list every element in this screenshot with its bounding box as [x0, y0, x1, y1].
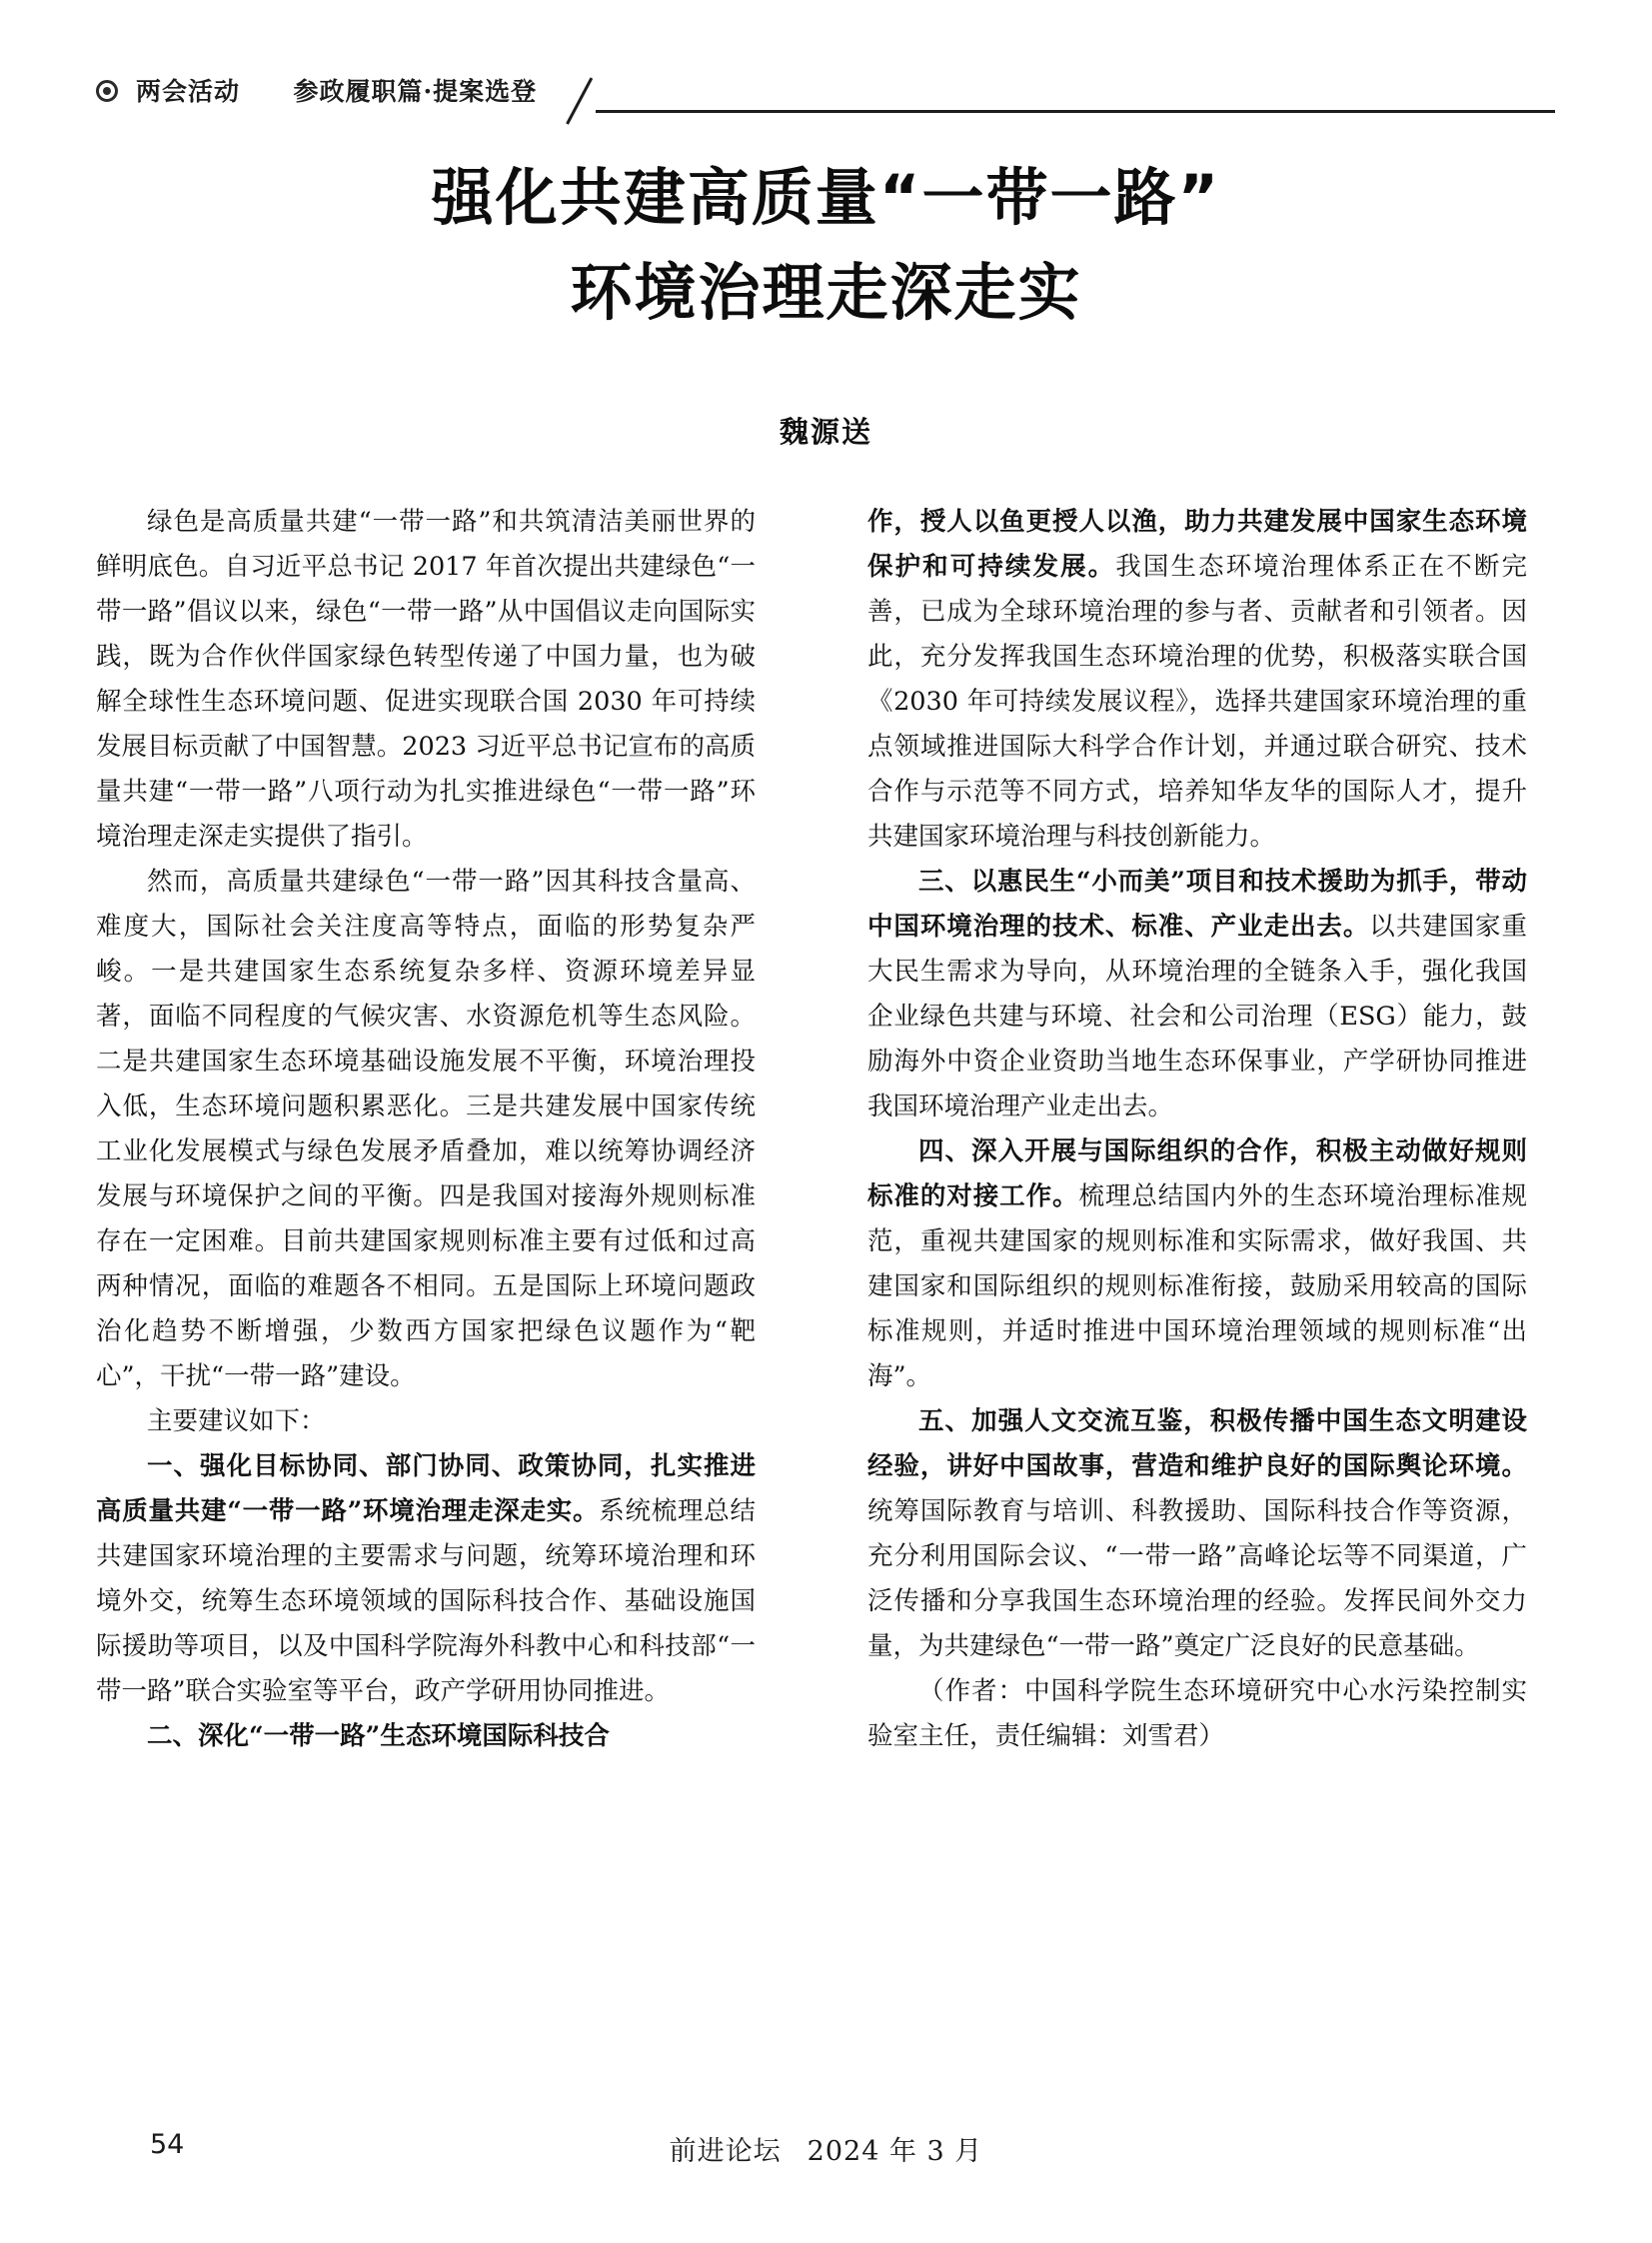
- paragraph-numbered-5: [867, 1399, 1527, 1669]
- paragraph-lead-bold: 一、强化目标协同、部门协同、政策协同，扎实推进高质量共建“一带一路”环境治理走深走实。: [96, 1451, 756, 1526]
- paragraph: 然而，高质量共建绿色“一带一路”因其科技含量高、难度大，国际社会关注度高等特点，面临的形势复杂严峻。一是共建国家生态系统复杂多样、资源环境差异显著，面临不同程度的气候灾害、水资源危机等生态风险。二是共建国家生态环境基础设施发展不平衡，环境治理投入低，生态环境问题积累恶化。三是共建发展中国家传统工业化发展模式与绿色发展矛盾叠加，难以统筹协调经济发展与环境保护之间的平衡。四是我国对接海外规则标准存在一定困难。目前共建国家规则标准主要有过低和过高两种情况，面临的难题各不相同。五是国际上环境问题政治化趋势不断增强，少数西方国家把绿色议题作为“靶心”，干扰“一带一路”建设。: [96, 867, 756, 1391]
- paragraph: 绿色是高质量共建“一带一路”和共筑清洁美丽世界的鲜明底色。自习近平总书记 2017 年首次提出共建绿色“一带一路”倡议以来，绿色“一带一路”从中国倡议走向国际实践，既为合作伙伴国家绿色转型传递了中国力量，也为破解全球性生态环境问题、促进实现联合国 2030 年可持续发展目标贡献了中国智慧。2023 习近平总书记宣布的高质量共建“一带一路”八项行动为扎实推进绿色“一带一路”环境治理走深走实提供了指引。: [96, 507, 756, 852]
- breadcrumb-section: 参政履职篇·提案选登: [293, 77, 538, 106]
- title-line-1: 强化共建高质量“一带一路”: [431, 161, 1221, 234]
- paragraph-lead-bold: 作，授人以鱼更授人以渔，助力共建发展中国家生态环境保护和可持续发展。: [867, 507, 1527, 582]
- header-rule: [596, 110, 1555, 113]
- page-footer: [0, 2129, 1652, 2169]
- page-header: [96, 72, 1555, 118]
- header-rule-diagonal: [566, 77, 593, 124]
- paragraph-lead-bold: 五、加强人文交流互鉴，积极传播中国生态文明建设经验，讲好中国故事，营造和维护良好的国际舆论环境。: [867, 1406, 1527, 1481]
- paragraph-body: 梳理总结国内外的生态环境治理标准规范，重视共建国家的规则标准和实际需求，做好我国、共建国家和国际组织的规则标准衔接，鼓励采用较高的国际标准规则，并适时推进中国环境治理领域的规则标准“出海”。: [867, 1181, 1527, 1391]
- paragraph-numbered-2: [96, 1714, 756, 1759]
- article-column-left: [96, 500, 756, 1759]
- article-column-right: [867, 500, 1527, 1759]
- paragraph-body: 统筹国际教育与培训、科教援助、国际科技合作等资源，充分利用国际会议、“一带一路”高峰论坛等不同渠道，广泛传播和分享我国生态环境治理的经验。发挥民间外交力量，为共建绿色“一带一路”奠定广泛良好的民意基础。: [867, 1496, 1527, 1661]
- paragraph-numbered-3: [867, 860, 1527, 1129]
- paragraph-lead-bold: 二、深化“一带一路”生态环境国际科技合: [147, 1721, 610, 1751]
- author-byline: 魏源送: [779, 415, 872, 449]
- paragraph-numbered-4: [867, 1129, 1527, 1399]
- paragraph: 主要建议如下：: [147, 1406, 326, 1436]
- paragraph-body: 以共建国家重大民生需求为导向，从环境治理的全链条入手，强化我国企业绿色共建与环境、社会和公司治理（ESG）能力，鼓励海外中资企业资助当地生态环保事业，产学研协同推进我国环境治理产业走出去。: [867, 912, 1527, 1122]
- title-line-2: 环境治理走深走实: [570, 256, 1082, 329]
- author-affiliation-note: （作者：中国科学院生态环境研究中心水污染控制实验室主任，责任编辑：刘雪君）: [867, 1676, 1527, 1751]
- header-rule-group: [96, 72, 1555, 118]
- breadcrumb-category: 两会活动: [136, 77, 241, 106]
- paragraph-lead-bold: 四、深入开展与国际组织的合作，积极主动做好规则标准的对接工作。: [867, 1136, 1527, 1211]
- paragraph-numbered-1: [96, 1444, 756, 1714]
- publication-name: 前进论坛: [669, 2136, 782, 2167]
- paragraph-lead-bold: 三、以惠民生“小而美”项目和技术援助为抓手，带动中国环境治理的技术、标准、产业走出去。: [867, 867, 1527, 942]
- paragraph-body: 系统梳理总结共建国家环境治理的主要需求与问题，统筹环境治理和环境外交，统筹生态环境领域的国际科技合作、基础设施国际援助等项目，以及中国科学院海外科教中心和科技部“一带一路”联合实验室等平台，政产学研用协同推进。: [96, 1496, 756, 1706]
- paragraph-body: 我国生态环境治理体系正在不断完善，已成为全球环境治理的参与者、贡献者和引领者。因此，充分发挥我国生态环境治理的优势，积极落实联合国《2030 年可持续发展议程》，选择共建国家环境治理的重点领域推进国际大科学合作计划，并通过联合研究、技术合作与示范等不同方式，培养知华友华的国际人才，提升共建国家环境治理与科技创新能力。: [867, 552, 1527, 852]
- paragraph-numbered-2-cont: [867, 500, 1527, 860]
- page-number: 54: [150, 2129, 185, 2160]
- footer-publication-line: [0, 2129, 1652, 2168]
- issue-date: 2024 年 3 月: [807, 2136, 983, 2167]
- page-title: [0, 150, 1652, 340]
